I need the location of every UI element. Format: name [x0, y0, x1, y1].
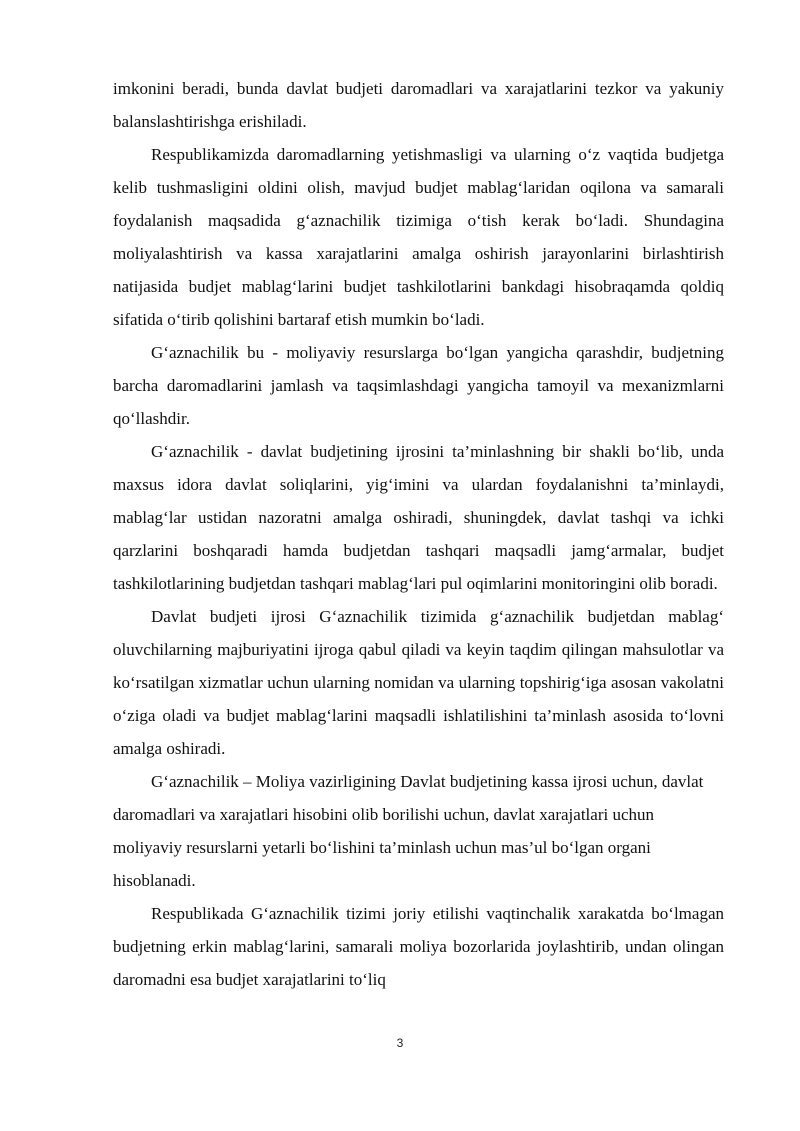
paragraph-5: Davlat budjeti ijrosi G‘aznachilik tizimida g‘aznachilik budjetdan mablag‘ oluvchilarning majburiyatini ijroga qabul qiladi va keyin taqdim qilingan mahsulotlar va ko‘rsatilgan xizmatlar uchun ularning nomidan va ularning topshirig‘iga asosan vakolatni o‘ziga oladi va budjet mablag‘larini maqsadli ishlatilishini ta’minlash asosida to‘lovni amalga oshiradi. — [113, 607, 724, 758]
paragraph-3: G‘aznachilik bu - moliyaviy resurslarga bo‘lgan yangicha qarashdir, budjetning barcha daromadlarini jamlash va taqsimlashdagi yangicha tamoyil va mexanizmlarni qo‘llashdir. — [113, 343, 724, 428]
paragraph-7: Respublikada G‘aznachilik tizimi joriy etilishi vaqtinchalik xarakatda bo‘lmagan budjetning erkin mablag‘larini, samarali moliya bozorlarida joylashtirib, undan olingan daromadni esa budjet xarajatlarini to‘liq — [113, 904, 724, 989]
paragraph-4: G‘aznachilik - davlat budjetining ijrosini ta’minlashning bir shakli bo‘lib, unda maxsus idora davlat soliqlarini, yig‘imini va ulardan foydalanishni ta’minlaydi, mablag‘lar ustidan nazoratni amalga oshiradi, shuningdek, davlat tashqi va ichki qarzlarini boshqaradi hamda budjetdan tashqari maqsadli jamg‘armalar, budjet tashkilotlarining budjetdan tashqari mablag‘lari pul oqimlarini monitoringini olib boradi. — [113, 442, 724, 593]
page-number: 3 — [396, 1036, 404, 1050]
paragraph-1: imkonini beradi, bunda davlat budjeti daromadlari va xarajatlarini tezkor va yakuniy balanslashtirishga erishiladi. — [113, 79, 724, 131]
paragraph-2: Respublikamizda daromadlarning yetishmasligi va ularning o‘z vaqtida budjetga kelib tushmasligini oldini olish, mavjud budjet mablag‘laridan oqilona va samarali foydalanish maqsadida g‘aznachilik tizimiga o‘tish kerak bo‘ladi. Shundagina moliyalashtirish va kassa xarajatlarini amalga oshirish jarayonlarini birlashtirish natijasida budjet mablag‘larini budjet tashkilotlarini bankdagi hisobraqamda qoldiq sifatida o‘tirib qolishini bartaraf etish mumkin bo‘ladi. — [113, 145, 724, 329]
paragraph-6: G‘aznachilik – Moliya vazirligining Davlat budjetining kassa ijrosi uchun, davlat daromadlari va xarajatlari hisobini olib borilishi uchun, davlat xarajatlari uchun moliyaviy resurslarni yetarli bo‘lishini ta’minlash uchun mas’ul bo‘lgan organi hisoblanadi. — [113, 772, 704, 890]
body-text — [113, 72, 724, 996]
